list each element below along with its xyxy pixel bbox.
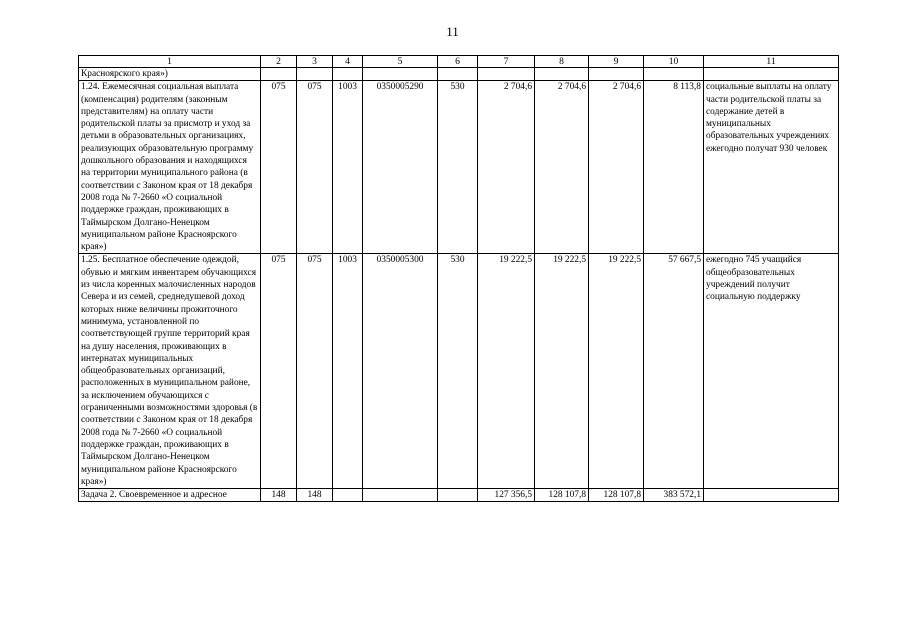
type-code: 530: [438, 254, 478, 489]
amount-total: 383 572,1: [644, 489, 704, 502]
type-code: [438, 489, 478, 502]
amount-year-1: 2 704,6: [478, 81, 535, 254]
gr-code: 075: [261, 81, 297, 254]
expected-result: социальные выплаты на оплату части родительской платы за содержание детей в муниципальных образовательных учреждениях ежегодно получат 930 человек: [704, 81, 839, 254]
table-row: [79, 254, 839, 489]
table-cell: [438, 68, 478, 81]
header-row: [79, 56, 839, 68]
amount-total: 57 667,5: [644, 254, 704, 489]
table-cell: [704, 68, 839, 81]
expected-result: [704, 489, 839, 502]
header-cell: 5: [363, 56, 438, 68]
continuation-text: Красноярского края»): [79, 68, 261, 81]
task-title: Задача 2. Своевременное и адресное: [79, 489, 261, 502]
header-cell: 4: [333, 56, 363, 68]
header-cell: 10: [644, 56, 704, 68]
type-code: 530: [438, 81, 478, 254]
gr-code: 148: [261, 489, 297, 502]
amount-year-2: 19 222,5: [535, 254, 589, 489]
amount-year-3: 2 704,6: [589, 81, 644, 254]
item-description: 1.25. Бесплатное обеспечение одеждой, обувью и мягким инвентарем обучающихся из числа коренных малочисленных народов Севера и из семей, среднедушевой доход которых ниже величины прожиточного минимума, установленной по соответствующей группе территорий края на душу населения, проживающих в интернатах муниципальных общеобразовательных организаций, расположенных в муниципальном районе, за исключением обучающихся с ограниченными возможностями здоровья (в соответствии с Законом края от 18 декабря 2008 года № 7-2660 «О социальной поддержке граждан, проживающих в Таймырском Долгано-Ненецком муниципальном районе Красноярского края»): [79, 254, 261, 489]
table-cell: [261, 68, 297, 81]
table-cell: [644, 68, 704, 81]
header-cell: 7: [478, 56, 535, 68]
amount-year-1: 127 356,5: [478, 489, 535, 502]
header-cell: 1: [79, 56, 261, 68]
item-description: 1.24. Ежемесячная социальная выплата (компенсация) родителям (законным представителям) на оплату части родительской платы за присмотр и уход за детьми в образовательных организациях, реализующих образовательную программу дошкольного образования и находящихся на территории муниципального района (в соответствии с Законом края от 18 декабря 2008 года № 7-2660 «О социальной поддержке граждан, проживающих в Таймырском Долгано-Ненецком муниципальном районе Красноярского края»): [79, 81, 261, 254]
table-cell: [297, 68, 333, 81]
page-number: 11: [446, 24, 459, 39]
header-cell: 2: [261, 56, 297, 68]
budget-table: [78, 55, 839, 502]
amount-year-2: 128 107,8: [535, 489, 589, 502]
header-cell: 6: [438, 56, 478, 68]
table-cell: [535, 68, 589, 81]
table-cell: [333, 68, 363, 81]
target-code: [363, 489, 438, 502]
table-cell: [589, 68, 644, 81]
task-row: [79, 489, 839, 502]
header-cell: 3: [297, 56, 333, 68]
header-cell: 8: [535, 56, 589, 68]
header-cell: 11: [704, 56, 839, 68]
amount-year-3: 128 107,8: [589, 489, 644, 502]
amount-year-1: 19 222,5: [478, 254, 535, 489]
amount-total: 8 113,8: [644, 81, 704, 254]
gr-code: 075: [297, 81, 333, 254]
gr-code: 075: [297, 254, 333, 489]
target-code: 0350005290: [363, 81, 438, 254]
header-cell: 9: [589, 56, 644, 68]
gr-code: 148: [297, 489, 333, 502]
table-cell: [478, 68, 535, 81]
target-code: 0350005300: [363, 254, 438, 489]
continuation-row: [79, 68, 839, 81]
section-code: [333, 489, 363, 502]
gr-code: 075: [261, 254, 297, 489]
amount-year-3: 19 222,5: [589, 254, 644, 489]
expected-result: ежегодно 745 учащийся общеобразовательных учреждений получит социальную поддержку: [704, 254, 839, 489]
table-row: [79, 81, 839, 254]
section-code: 1003: [333, 81, 363, 254]
amount-year-2: 2 704,6: [535, 81, 589, 254]
table-cell: [363, 68, 438, 81]
section-code: 1003: [333, 254, 363, 489]
